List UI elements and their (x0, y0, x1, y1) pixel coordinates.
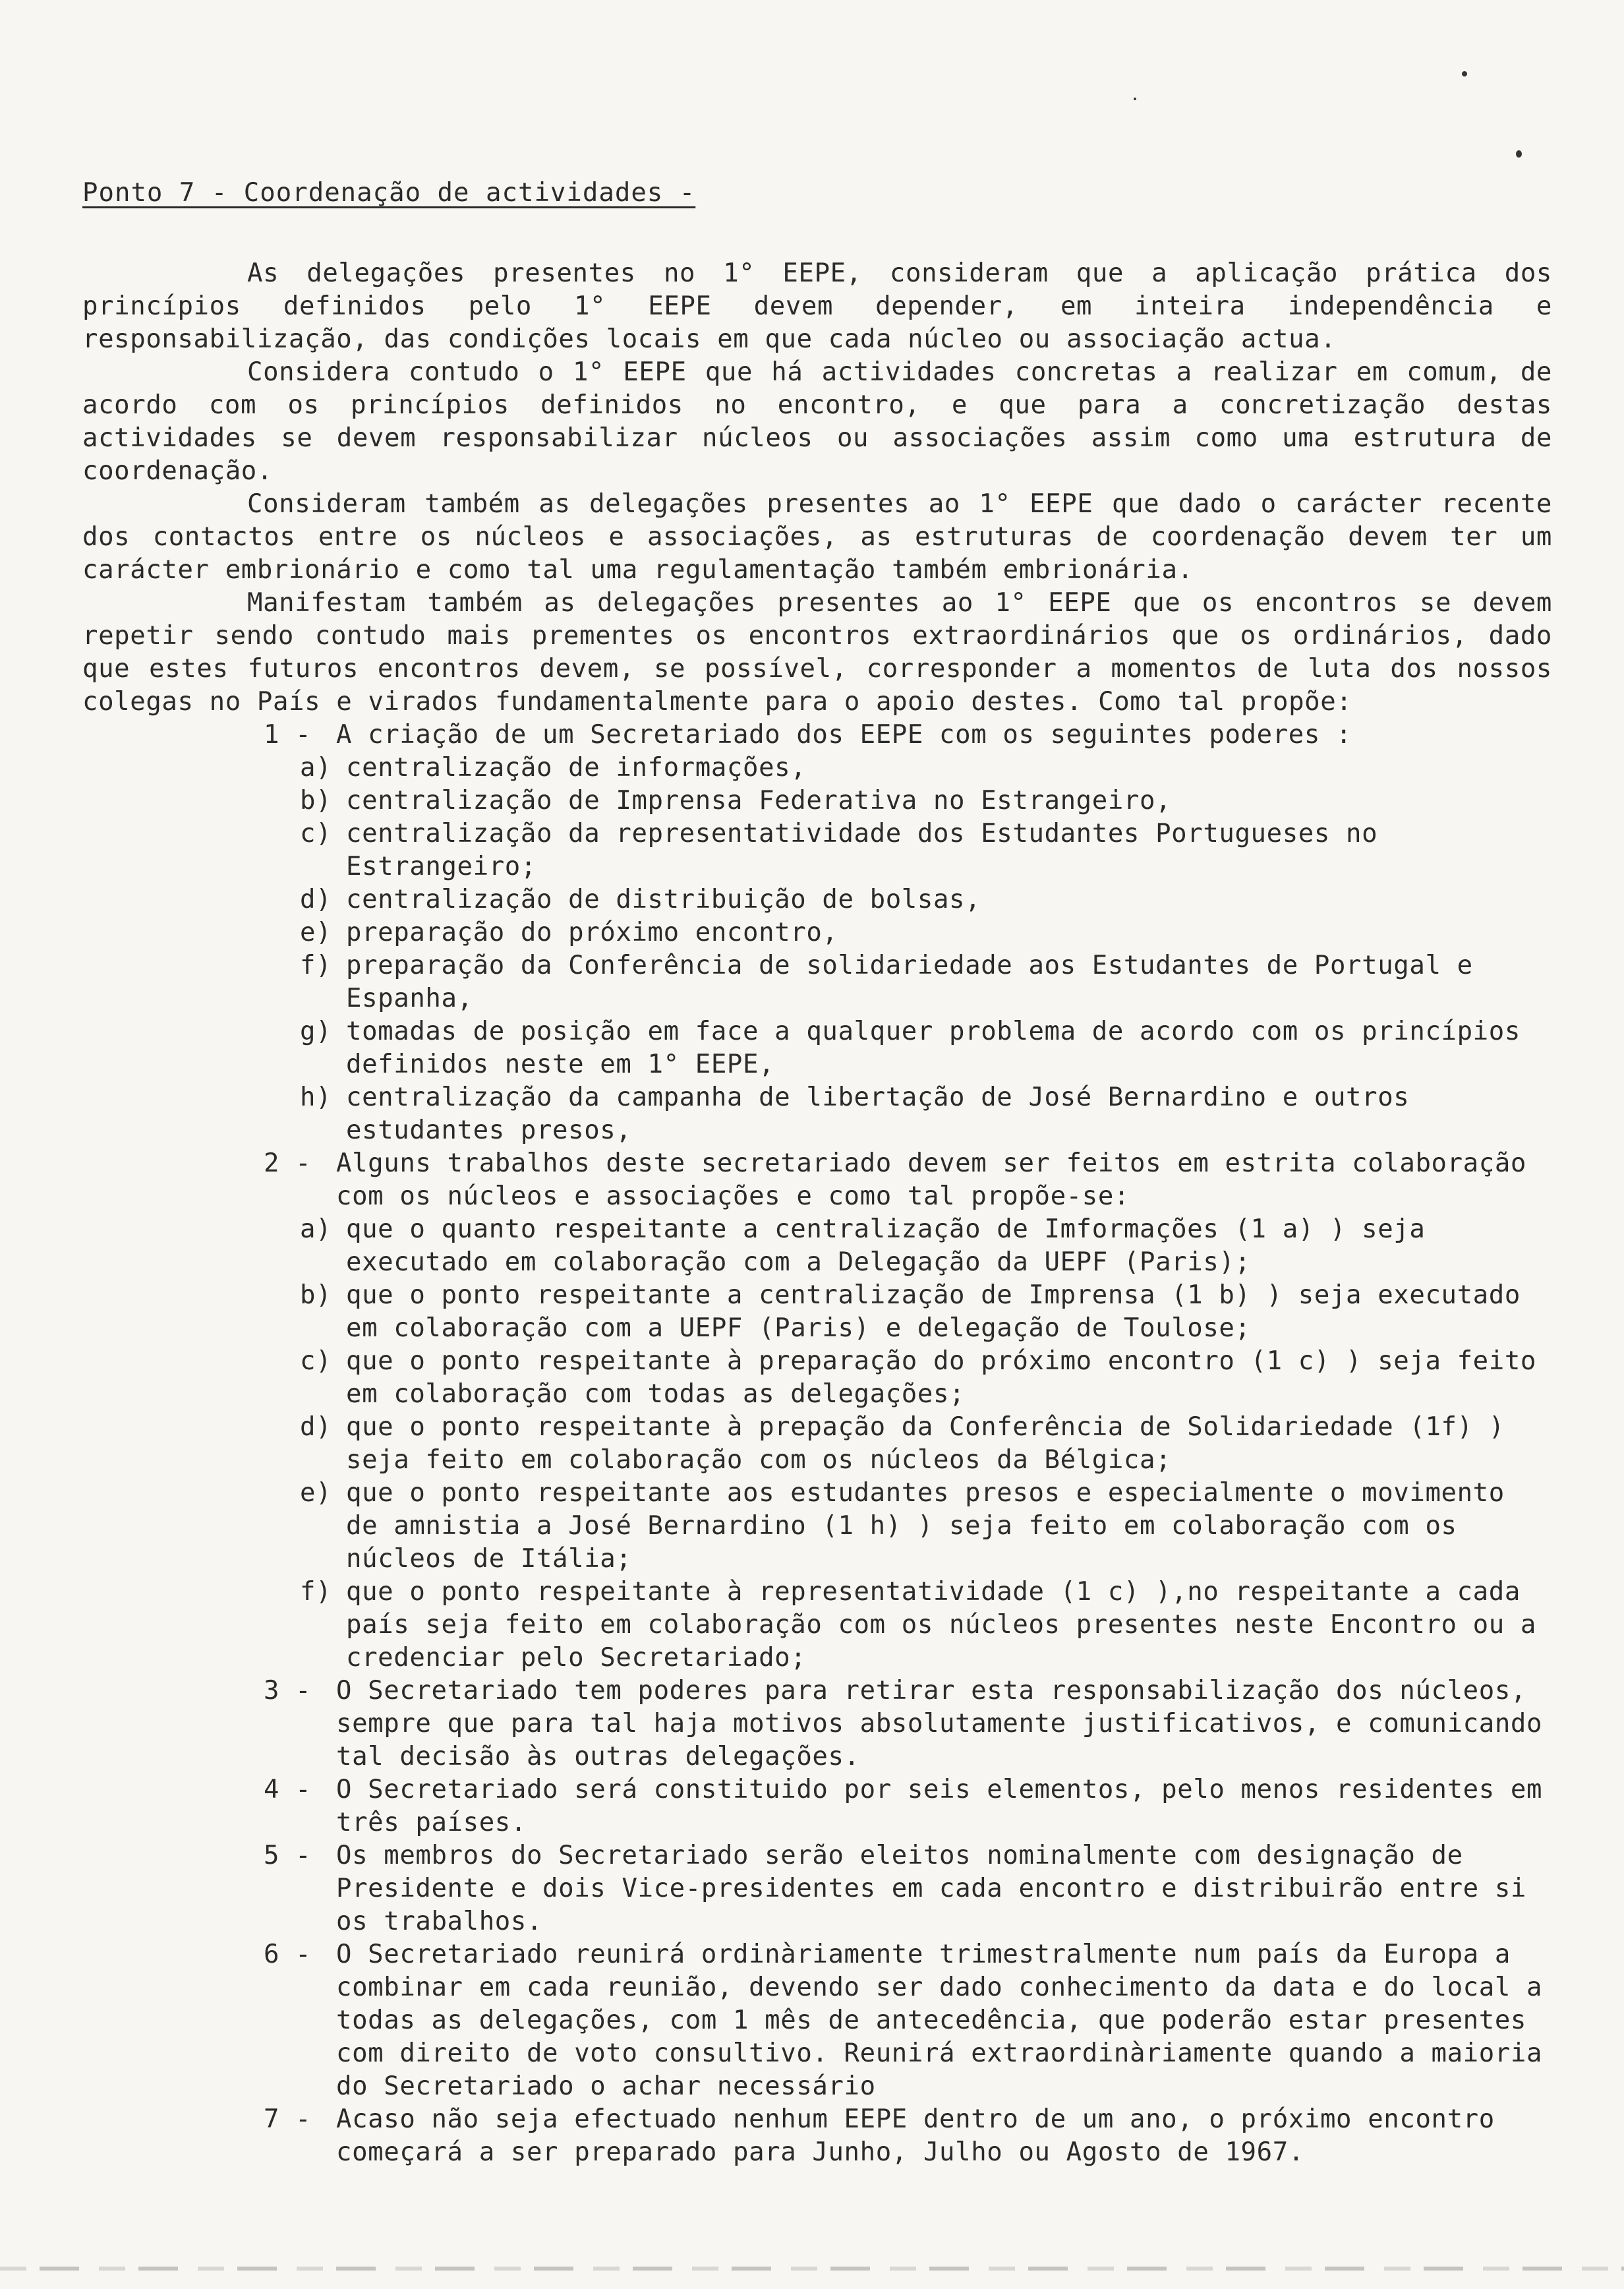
list-item (300, 916, 1552, 949)
point-number: 1 - (264, 720, 312, 750)
list-item (300, 1279, 1552, 1345)
item-text: que o ponto respeitante a centralização de Imprensa (1 b) ) seja executado em colaboração com a UEPF (Paris) e delegação de Toulose; (346, 1280, 1521, 1343)
item-text: tomadas de posição em face a qualquer problema de acordo com os princípios definidos neste em 1° EEPE, (346, 1017, 1521, 1079)
intro-paragraph: Considera contudo o 1° EEPE que há actividades concretas a realizar em comum, de acordo com os princípios definidos no encontro, e que para a concretização destas actividades se devem responsabilizar núcleos ou associações assim como uma estrutura de coordenação. (82, 357, 1552, 486)
point-number: 6 - (264, 1940, 312, 1969)
item-label: a) (300, 753, 332, 783)
point-number: 5 - (264, 1841, 312, 1870)
list-item (300, 752, 1552, 785)
point-text: O Secretariado será constituido por seis elementos, pelo menos residentes em três países. (336, 1775, 1543, 1837)
point-number: 7 - (264, 2104, 312, 2134)
item-text: centralização de informações, (346, 753, 807, 783)
list-item (300, 949, 1552, 1015)
intro-paragraph: As delegações presentes no 1° EEPE, consideram que a aplicação prática dos princípios definidos pelo 1° EEPE devem depender, em inteira independência e responsabilização, das condições locais em que cada núcleo ou associação actua. (82, 258, 1552, 354)
item-label: b) (300, 786, 332, 816)
numbered-point (264, 1839, 1552, 1938)
point-1 (264, 719, 1552, 752)
point-text: Os membros do Secretariado serão eleitos nominalmente com designação de Presidente e dois Vice-presidentes em cada encontro e distribuirão entre si os trabalhos. (336, 1841, 1526, 1936)
item-text: que o ponto respeitante à preparação do próximo encontro (1 c) ) seja feito em colaboração com todas as delegações; (346, 1346, 1536, 1409)
points-3-to-7 (264, 1675, 1552, 2169)
point-number: 2 - (264, 1148, 312, 1178)
item-text: centralização de distribuição de bolsas, (346, 885, 981, 914)
item-label: c) (300, 1346, 332, 1376)
point-number: 3 - (264, 1676, 312, 1706)
ink-speck (1516, 150, 1522, 158)
item-text: que o ponto respeitante à representatividade (1 c) ),no respeitante a cada país seja feito em colaboração com os núcleos presentes neste Encontro ou a credenciar pelo Secretariado; (346, 1577, 1536, 1673)
numbered-point (264, 1938, 1552, 2103)
list-item (300, 1477, 1552, 1576)
list-item (300, 1576, 1552, 1675)
item-text: preparação da Conferência de solidariedade aos Estudantes de Portugal e Espanha, (346, 951, 1473, 1013)
point-text: A criação de um Secretariado dos EEPE com os seguintes poderes : (336, 720, 1352, 750)
item-label: b) (300, 1280, 332, 1310)
point-text: O Secretariado reunirá ordinàriamente trimestralmente num país da Europa a combinar em cada reunião, devendo ser dado conhecimento da data e do local a todas as delegações, com 1 mês de antecedência, que poderão estar presentes com direito de voto consultivo. Reunirá extraordinàriamente quando a maioria do Secretariado o achar necessário (336, 1940, 1543, 2101)
item-text: que o quanto respeitante a centralização de Imformações (1 a) ) seja executado em colaboração com a Delegação da UEPF (Paris); (346, 1214, 1426, 1277)
list-item (300, 1081, 1552, 1147)
point-2 (264, 1147, 1552, 1213)
point-text: Acaso não seja efectuado nenhum EEPE dentro de um ano, o próximo encontro começará a ser preparado para Junho, Julho ou Agosto de 1967. (336, 2104, 1495, 2167)
point-text: O Secretariado tem poderes para retirar esta responsabilização dos núcleos, sempre que para tal haja motivos absolutamente justificativos, e comunicando tal decisão às outras delegações. (336, 1676, 1543, 1771)
list-item (300, 1345, 1552, 1411)
item-text: que o ponto respeitante à prepação da Conferência de Solidariedade (1f) ) seja feito em colaboração com os núcleos da Bélgica; (346, 1412, 1505, 1475)
item-label: e) (300, 1478, 332, 1508)
numbered-point (264, 1675, 1552, 1773)
item-text: preparação do próximo encontro, (346, 918, 838, 947)
point-number: 4 - (264, 1775, 312, 1804)
list-item (300, 1015, 1552, 1081)
item-label: e) (300, 918, 332, 947)
point-2-sublist (300, 1213, 1552, 1675)
list-item (300, 785, 1552, 818)
item-label: f) (300, 1577, 332, 1607)
item-label: c) (300, 819, 332, 848)
intro-paragraph: Consideram também as delegações presentes ao 1° EEPE que dado o carácter recente dos contactos entre os núcleos e associações, as estruturas de coordenação devem ter um carácter embrionário e como tal uma regulamentação também embrionária. (82, 489, 1552, 585)
list-item (300, 883, 1552, 916)
item-label: d) (300, 1412, 332, 1442)
scan-edge-noise (0, 2267, 1624, 2271)
item-text: centralização da representatividade dos Estudantes Portugueses no Estrangeiro; (346, 819, 1378, 881)
item-label: f) (300, 951, 332, 980)
item-label: a) (300, 1214, 332, 1244)
list-item (300, 818, 1552, 883)
point-1-sublist (300, 752, 1552, 1147)
numbered-point (264, 2103, 1552, 2169)
list-item (300, 1213, 1552, 1279)
numbered-point (264, 1773, 1552, 1839)
page-title: Ponto 7 - Coordenação de actividades - (82, 178, 696, 208)
item-text: centralização de Imprensa Federativa no Estrangeiro, (346, 786, 1172, 816)
item-label: g) (300, 1017, 332, 1046)
document-body (82, 257, 1552, 2169)
ink-speck (1134, 98, 1136, 100)
item-text: que o ponto respeitante aos estudantes presos e especialmente o movimento de amnistia a José Bernardino (1 h) ) seja feito em colaboração com os núcleos de Itália; (346, 1478, 1505, 1574)
item-label: d) (300, 885, 332, 914)
point-text: Alguns trabalhos deste secretariado devem ser feitos em estrita colaboração com os núcleos e associações e como tal propõe-se: (336, 1148, 1526, 1211)
list-item (300, 1411, 1552, 1477)
ink-speck (1462, 71, 1467, 76)
item-text: centralização da campanha de libertação de José Bernardino e outros estudantes presos, (346, 1083, 1410, 1145)
item-label: h) (300, 1083, 332, 1112)
intro-paragraph: Manifestam também as delegações presentes ao 1° EEPE que os encontros se devem repetir sendo contudo mais prementes os encontros extraordinários que os ordinários, dado que estes futuros encontros devem, se possível, corresponder a momentos de luta dos nossos colegas no País e virados fundamentalmente para o apoio destes. Como tal propõe: (82, 588, 1552, 717)
